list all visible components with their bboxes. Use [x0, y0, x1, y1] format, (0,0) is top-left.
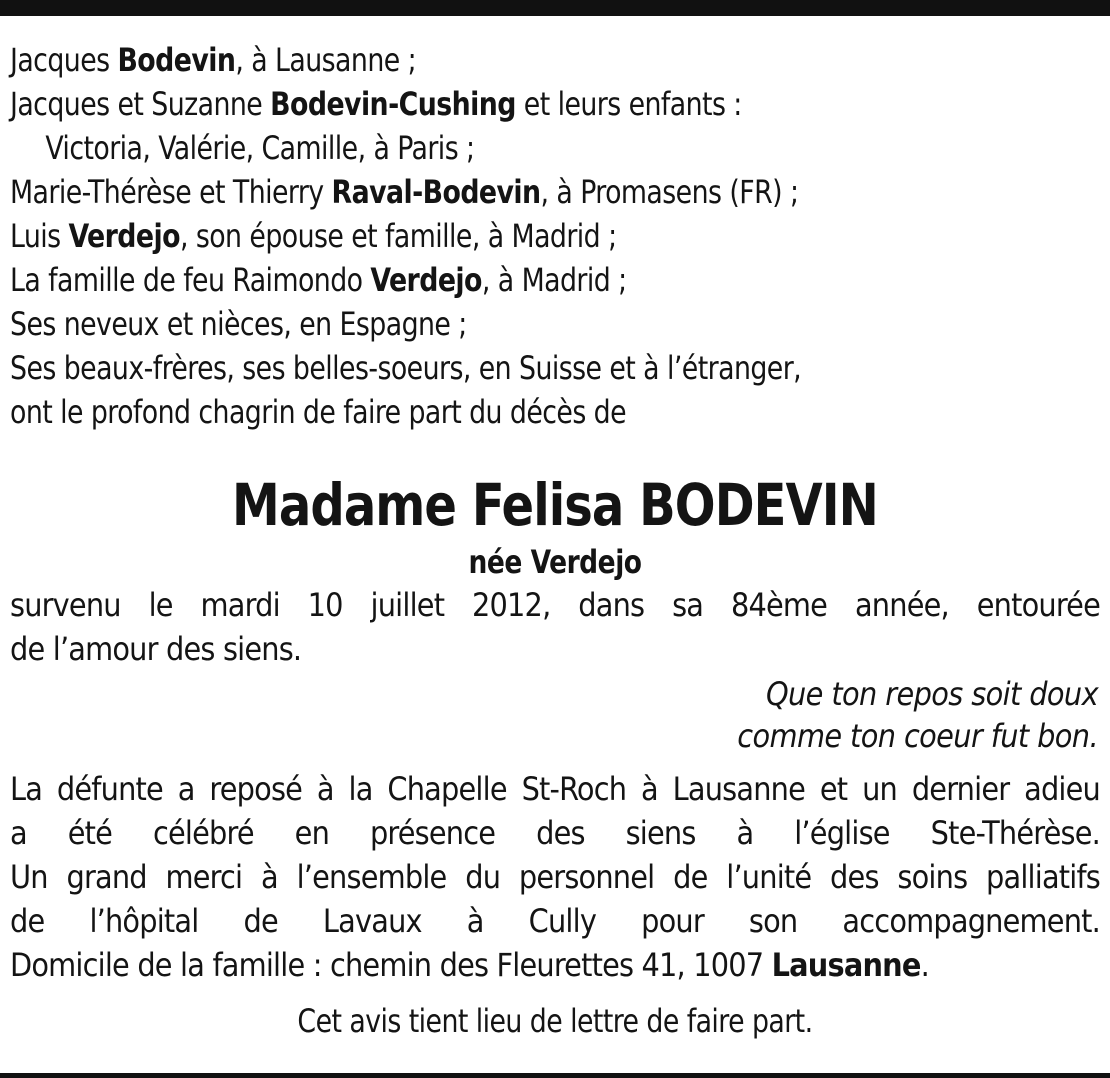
- quote-line: comme ton coeur fut bon.: [737, 717, 1098, 755]
- obituary-notice: [10, 38, 1100, 1043]
- epitaph-quote: [10, 673, 1100, 757]
- announcement-line: ont le profond chagrin de faire part du décès de: [10, 393, 627, 431]
- service-paragraph: [10, 767, 1100, 987]
- family-line: Ses beaux-frères, ses belles-soeurs, en Suisse et à l’étranger,: [10, 349, 802, 387]
- quote-line: Que ton repos soit doux: [765, 675, 1098, 713]
- service-line: La défunte a reposé à la Chapelle St-Roch à Lausanne et un dernier adieu: [10, 770, 1100, 808]
- top-border-rule: [0, 0, 1110, 16]
- family-line: Luis Verdejo, son épouse et famille, à Madrid ;: [10, 217, 617, 255]
- service-line: a été célébré en présence des siens à l’église Ste-Thérèse.: [10, 814, 1100, 852]
- death-date-line: survenu le mardi 10 juillet 2012, dans sa 84ème année, entourée: [10, 586, 1100, 624]
- maiden-name: née Verdejo: [468, 543, 642, 581]
- service-line: de l’hôpital de Lavaux à Cully pour son accompagnement.: [10, 902, 1100, 940]
- family-line: Marie-Thérèse et Thierry Raval-Bodevin, à Promasens (FR) ;: [10, 173, 799, 211]
- bottom-border-rule: [0, 1073, 1110, 1078]
- service-line: Un grand merci à l’ensemble du personnel de l’unité des soins palliatifs: [10, 858, 1100, 896]
- family-line: Ses neveux et nièces, en Espagne ;: [10, 305, 467, 343]
- family-address: Domicile de la famille : chemin des Fleurettes 41, 1007 Lausanne.: [10, 946, 929, 984]
- deceased-name: Madame Felisa BODEVIN: [232, 471, 878, 539]
- closing-note: Cet avis tient lieu de lettre de faire part.: [297, 1002, 813, 1040]
- family-line: La famille de feu Raimondo Verdejo, à Madrid ;: [10, 261, 627, 299]
- family-line: Jacques Bodevin, à Lausanne ;: [10, 41, 417, 79]
- family-line: Victoria, Valérie, Camille, à Paris ;: [45, 129, 475, 167]
- death-date-line-continued: de l’amour des siens.: [10, 630, 302, 668]
- family-line: Jacques et Suzanne Bodevin-Cushing et leurs enfants :: [10, 85, 742, 123]
